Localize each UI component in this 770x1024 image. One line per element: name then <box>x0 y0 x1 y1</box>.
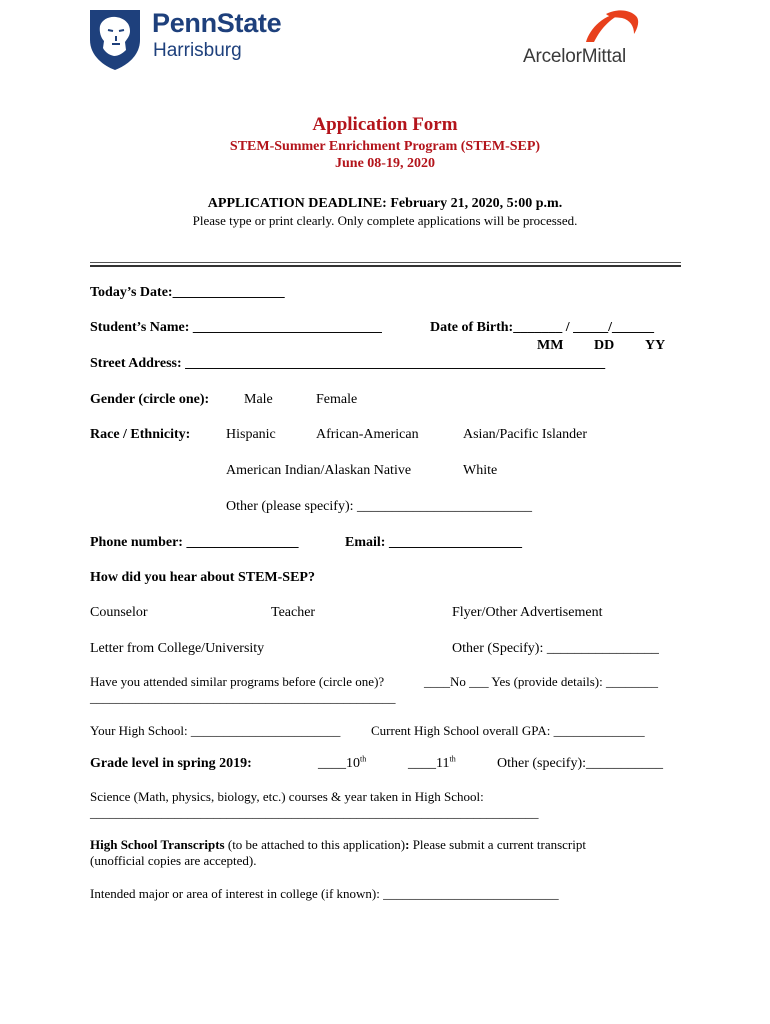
race-option-asian[interactable]: Asian/Pacific Islander <box>463 427 588 442</box>
hear-option-flyer[interactable]: Flyer/Other Advertisement <box>452 605 603 620</box>
gender-option-female[interactable]: Female <box>316 392 358 407</box>
dob-mm-label: MM <box>537 338 564 353</box>
race-other-field[interactable]: Other (please specify): _________________________ <box>226 499 532 514</box>
arcelormittal-logo <box>520 4 650 70</box>
form-title: Application Form <box>312 114 458 135</box>
high-school-field[interactable]: Your High School: _______________________ <box>90 723 341 738</box>
grade-10-suffix: th <box>360 754 367 764</box>
nittany-lion-shield-icon <box>86 6 144 72</box>
email-field[interactable]: Email: ___________________ <box>345 535 522 550</box>
science-courses-line[interactable]: _____________________________________________________________________ <box>90 805 539 820</box>
campus-name: Harrisburg <box>153 40 242 61</box>
grade-option-10th[interactable] <box>318 756 366 772</box>
transcripts-colon: : <box>405 837 410 852</box>
similar-programs-answer[interactable]: ____No ___ Yes (provide details): ________ <box>424 674 658 689</box>
divider-line <box>90 262 681 264</box>
dob-dd-label: DD <box>594 338 615 353</box>
hear-other-field[interactable]: Other (Specify): ________________ <box>452 641 659 656</box>
science-courses-label: Science (Math, physics, biology, etc.) courses & year taken in High School: <box>90 789 484 804</box>
transcripts-note-line2: (unofficial copies are accepted). <box>90 853 257 868</box>
grade-10-text: ____10 <box>318 756 360 771</box>
grade-level-label: Grade level in spring 2019: <box>90 756 252 771</box>
hear-about-label: How did you hear about STEM-SEP? <box>90 570 315 585</box>
race-option-hispanic[interactable]: Hispanic <box>226 427 276 442</box>
pennstate-harrisburg-logo <box>86 6 296 72</box>
application-deadline: APPLICATION DEADLINE: February 21, 2020, 5:00 p.m. <box>207 196 563 211</box>
student-name-field[interactable]: Student’s Name: ___________________________ <box>90 320 382 335</box>
gender-option-male[interactable]: Male <box>244 392 273 407</box>
hear-option-letter[interactable]: Letter from College/University <box>90 641 265 656</box>
grade-other-field[interactable]: Other (specify):___________ <box>497 756 664 771</box>
hear-option-counselor[interactable]: Counselor <box>90 605 148 620</box>
program-subtitle: STEM-Summer Enrichment Program (STEM-SEP) <box>229 139 541 154</box>
hear-option-teacher[interactable]: Teacher <box>271 605 316 620</box>
race-label: Race / Ethnicity: <box>90 427 191 442</box>
transcripts-instruction: Please submit a current transcript <box>409 837 586 852</box>
street-address-field[interactable]: Street Address: ____________________________________________________________ <box>90 356 606 371</box>
pennstate-wordmark: PennState <box>152 8 282 38</box>
phone-number-field[interactable]: Phone number: ________________ <box>90 535 299 550</box>
similar-programs-details-line[interactable]: _______________________________________________ <box>90 690 396 705</box>
grade-11-suffix: th <box>449 754 456 764</box>
todays-date-field[interactable]: Today’s Date:________________ <box>90 285 285 300</box>
transcripts-attach-note: (to be attached to this application) <box>224 837 406 852</box>
transcripts-heading: High School Transcripts <box>90 837 225 852</box>
transcripts-note <box>90 837 586 853</box>
race-option-white[interactable]: White <box>463 463 498 478</box>
arcelormittal-wordmark: ArcelorMittal <box>523 46 626 67</box>
gender-label: Gender (circle one): <box>90 392 210 407</box>
intended-major-field[interactable]: Intended major or area of interest in college (if known): ___________________________ <box>90 886 559 901</box>
race-option-african-american[interactable]: African-American <box>316 427 419 442</box>
divider-line-thick <box>90 265 681 268</box>
instructions: Please type or print clearly. Only complete applications will be processed. <box>192 213 578 228</box>
race-option-american-indian[interactable]: American Indian/Alaskan Native <box>226 463 412 478</box>
arcelormittal-swoosh-icon <box>520 4 650 46</box>
grade-option-11th[interactable] <box>408 756 456 772</box>
program-dates: June 08-19, 2020 <box>335 156 435 171</box>
date-of-birth-field[interactable]: Date of Birth:_______ / _____/______ <box>430 320 654 335</box>
gpa-field[interactable]: Current High School overall GPA: ______________ <box>371 723 645 738</box>
dob-yy-label: YY <box>645 338 666 353</box>
similar-programs-question: Have you attended similar programs before (circle one)? <box>90 674 385 689</box>
grade-11-text: ____11 <box>408 756 450 771</box>
